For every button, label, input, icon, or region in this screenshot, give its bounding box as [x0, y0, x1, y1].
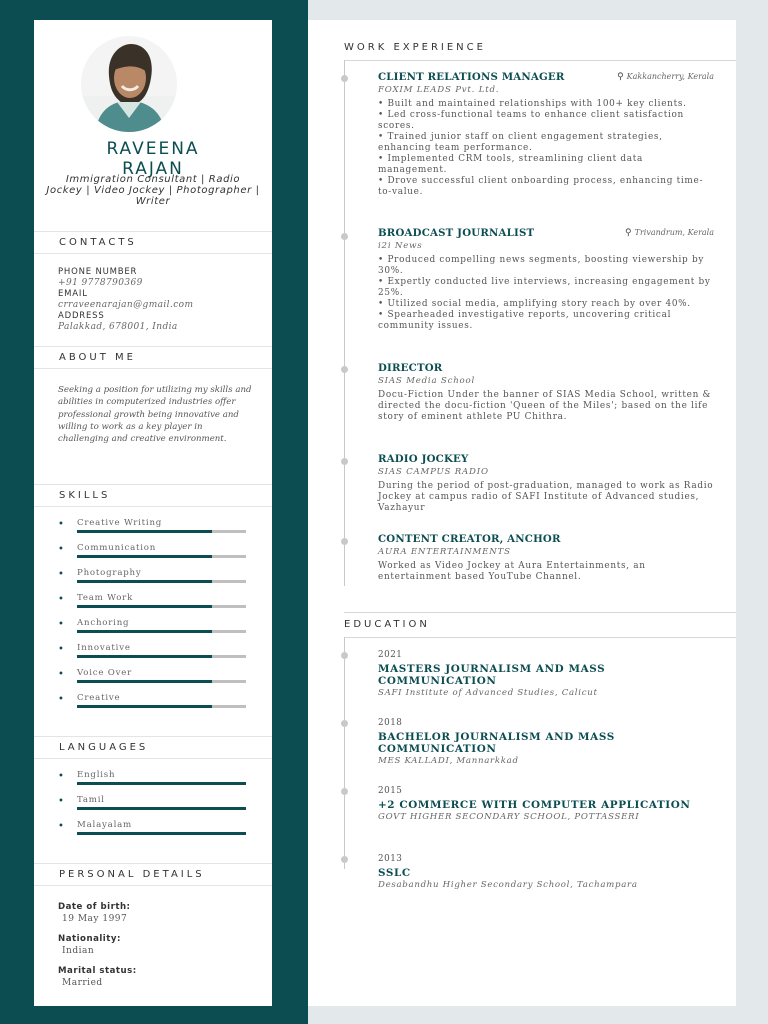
email-label: EMAIL: [58, 289, 88, 299]
language-bar: [77, 782, 246, 785]
education-top-separator: [344, 612, 736, 613]
skill-name: Anchoring: [77, 618, 130, 628]
skill-item: [58, 618, 248, 640]
nationality-value: Indian: [62, 946, 95, 956]
job-company: AURA ENTERTAINMENTS: [378, 547, 511, 557]
job-company: SIAS CAMPUS RADIO: [378, 467, 489, 477]
education-entry: [378, 853, 718, 891]
job-title: CONTENT CREATOR, ANCHOR: [378, 533, 561, 545]
personal-heading: PERSONAL DETAILS: [34, 863, 272, 886]
job-title: DIRECTOR: [378, 362, 443, 374]
timeline-dot: [341, 538, 348, 545]
education-title: +2 COMMERCE WITH COMPUTER APPLICATION: [378, 799, 691, 811]
location-pin-icon: ⚲: [617, 72, 624, 82]
skill-bar-fill: [77, 530, 212, 533]
education-entry: [378, 785, 718, 823]
skill-bar: [77, 530, 246, 533]
job-entry: [378, 453, 714, 514]
timeline-dot: [341, 720, 348, 727]
education-year: 2021: [378, 650, 403, 660]
job-location-text: Trivandrum, Kerala: [634, 228, 714, 237]
education-school: Desabandhu Higher Secondary School, Tachampara: [378, 880, 638, 890]
skill-name: Creative Writing: [77, 518, 163, 528]
language-bar-fill: [77, 832, 246, 835]
education-year: 2013: [378, 854, 403, 864]
skill-name: Innovative: [77, 643, 131, 653]
skill-bar-fill: [77, 655, 212, 658]
work-timeline: [344, 60, 345, 586]
address-label: ADDRESS: [58, 311, 105, 321]
job-company: FOXIM LEADS Pvt. Ltd.: [378, 85, 500, 95]
education-title: BACHELOR JOURNALISM AND MASS COMMUNICATION: [378, 731, 615, 755]
timeline-dot: [341, 458, 348, 465]
skills-heading: SKILLS: [34, 484, 272, 507]
skill-item: [58, 643, 248, 665]
dob-value: 19 May 1997: [62, 914, 128, 924]
language-item: [58, 820, 248, 842]
job-titles: Immigration Consultant | Radio Jockey | Video Jockey | Photographer | Writer: [46, 174, 260, 207]
work-separator: [344, 60, 736, 61]
skill-bar: [77, 580, 246, 583]
language-bar-fill: [77, 782, 246, 785]
job-description: Worked as Video Jockey at Aura Entertainments, an entertainment based YouTube Channel.: [378, 561, 646, 582]
job-company: SIAS Media School: [378, 376, 476, 386]
language-name: Malayalam: [77, 820, 132, 830]
timeline-dot: [341, 652, 348, 659]
timeline-dot: [341, 75, 348, 82]
skill-bar: [77, 655, 246, 658]
timeline-dot: [341, 788, 348, 795]
marital-value: Married: [62, 978, 103, 988]
skill-item: [58, 693, 248, 715]
skill-item: [58, 593, 248, 615]
bullet-icon: •: [58, 669, 64, 680]
languages-heading: LANGUAGES: [34, 736, 272, 759]
bullet-icon: •: [58, 821, 64, 832]
education-entry: [378, 717, 718, 767]
skill-item: [58, 568, 248, 590]
job-title: RADIO JOCKEY: [378, 453, 469, 465]
education-school: MES KALLADI, Mannarkkad: [378, 756, 519, 766]
education-entry: [378, 649, 718, 699]
job-location: [617, 72, 714, 82]
name-last: RAJAN: [122, 159, 184, 179]
bullet-icon: •: [58, 619, 64, 630]
work-heading: WORK EXPERIENCE: [344, 42, 486, 53]
bullet-icon: •: [58, 771, 64, 782]
skill-name: Voice Over: [77, 668, 133, 678]
dob-label: Date of birth:: [58, 902, 131, 912]
education-title: MASTERS JOURNALISM AND MASS COMMUNICATION: [378, 663, 606, 687]
bullet-icon: •: [58, 796, 64, 807]
address-value: Palakkad, 678001, India: [58, 322, 178, 332]
language-item: [58, 770, 248, 792]
skill-bar-fill: [77, 555, 212, 558]
skill-bar: [77, 630, 246, 633]
skill-bar-fill: [77, 630, 212, 633]
job-entry: [378, 71, 714, 198]
bullet-icon: •: [58, 644, 64, 655]
bullet-icon: •: [58, 594, 64, 605]
bullet-icon: •: [58, 544, 64, 555]
skill-bar: [77, 555, 246, 558]
education-school: GOVT HIGHER SECONDARY SCHOOL, POTTASSERI: [378, 812, 640, 822]
language-bar-fill: [77, 807, 246, 810]
language-name: English: [77, 770, 116, 780]
location-pin-icon: ⚲: [625, 228, 632, 238]
person-name: [34, 139, 272, 179]
skill-item: [58, 668, 248, 690]
name-first: RAVEENA: [106, 139, 200, 159]
timeline-dot: [341, 366, 348, 373]
education-title: SSLC: [378, 867, 411, 879]
timeline-dot: [341, 856, 348, 863]
job-title: CLIENT RELATIONS MANAGER: [378, 71, 565, 83]
skill-item: [58, 543, 248, 565]
marital-label: Marital status:: [58, 966, 137, 976]
skill-name: Photography: [77, 568, 142, 578]
skill-item: [58, 518, 248, 540]
about-text: Seeking a position for utilizing my skills and abilities in computerized industries offer professional growth being innovative and willing to work as a key player in challenging and creative environment.: [58, 385, 252, 445]
job-description: During the period of post-graduation, managed to work as Radio Jockey at campus radio of SAFI Institute of Advanced studies, Vazhayur: [378, 481, 714, 513]
education-heading: EDUCATION: [344, 619, 430, 630]
timeline-dot: [341, 233, 348, 240]
job-description: • Produced compelling news segments, boosting viewership by 30%. • Expertly conducted live interviews, increasing engagement by 25%. • Utilized social media, amplifying story reach by over 40%. • Spearheaded investigative reports, uncovering critical community issues.: [378, 255, 711, 331]
bullet-icon: •: [58, 694, 64, 705]
job-company: i2i News: [378, 241, 423, 251]
skill-name: Team Work: [77, 593, 134, 603]
education-year: 2018: [378, 718, 403, 728]
bullet-icon: •: [58, 569, 64, 580]
sidebar-card: [34, 20, 272, 1006]
skill-bar: [77, 680, 246, 683]
job-entry: [378, 227, 714, 332]
phone-value: +91 9778790369: [58, 278, 143, 288]
skill-bar: [77, 605, 246, 608]
job-entry: [378, 362, 714, 423]
education-school: SAFI Institute of Advanced Studies, Calicut: [378, 688, 598, 698]
phone-label: PHONE NUMBER: [58, 267, 138, 277]
about-heading: ABOUT ME: [34, 346, 272, 369]
education-year: 2015: [378, 786, 403, 796]
job-title: BROADCAST JOURNALIST: [378, 227, 535, 239]
skill-bar: [77, 705, 246, 708]
main-card: [308, 20, 736, 1006]
profile-photo: [81, 36, 177, 132]
education-separator: [344, 637, 736, 638]
skill-bar-fill: [77, 680, 212, 683]
skill-name: Creative: [77, 693, 121, 703]
contacts-heading: CONTACTS: [34, 231, 272, 254]
bullet-icon: •: [58, 519, 64, 530]
job-location: [625, 228, 714, 238]
job-entry: [378, 533, 714, 583]
language-bar: [77, 807, 246, 810]
language-bar: [77, 832, 246, 835]
skill-name: Communication: [77, 543, 157, 553]
skill-bar-fill: [77, 605, 212, 608]
nationality-label: Nationality:: [58, 934, 121, 944]
email-value[interactable]: crraveenarajan@gmail.com: [58, 300, 194, 310]
job-location-text: Kakkancherry, Kerala: [626, 72, 714, 81]
skill-bar-fill: [77, 705, 212, 708]
education-timeline: [344, 637, 345, 869]
job-description: • Built and maintained relationships with 100+ key clients. • Led cross-functional teams to enhance client satisfaction scores. • Trained junior staff on client engagement strategies, enhancing team performance. • Implemented CRM tools, streamlining client data management. • Drove successful client onboarding process, enhancing time-to-value.: [378, 99, 704, 197]
skill-bar-fill: [77, 580, 212, 583]
language-name: Tamil: [77, 795, 105, 805]
language-item: [58, 795, 248, 817]
job-description: Docu-Fiction Under the banner of SIAS Media School, written & directed the docu-fiction 'Queen of the Miles'; based on the life story of eminent athlete PU Chithra.: [378, 390, 712, 422]
